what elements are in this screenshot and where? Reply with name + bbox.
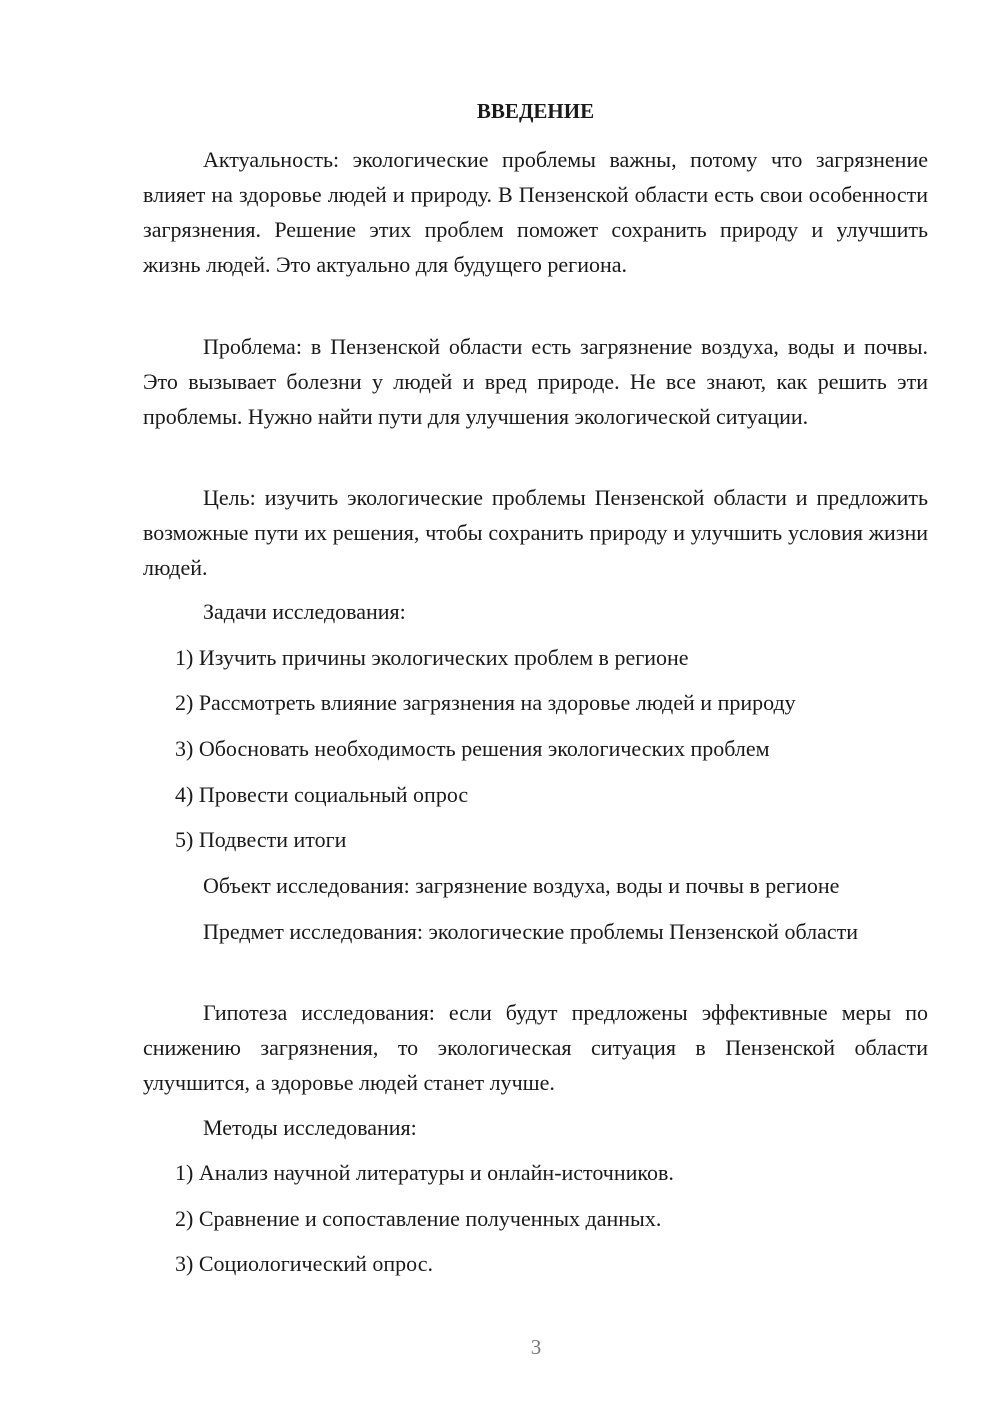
task-item: 1) Изучить причины экологических проблем в регионе [175,645,689,670]
method-item: 2) Сравнение и сопоставление полученных данных. [175,1206,662,1231]
page-number: 3 [530,1335,542,1359]
methods-heading: Методы исследования: [203,1115,417,1140]
relevance-paragraph: Актуальность: экологические проблемы важны, потому что загрязнение влияет на здоровье людей и природу. В Пензенской области есть свои особенности загрязнения. Решение этих проблем поможет сохранить природу и улучшить жизнь людей. Это актуально для будущего региона. [143,147,928,277]
hypothesis-paragraph: Гипотеза исследования: если будут предложены эффективные меры по снижению загрязнения, то экологическая ситуация в Пензенской области улучшится, а здоровье людей станет лучше. [143,1000,928,1095]
tasks-heading: Задачи исследования: [203,599,406,624]
object-paragraph: Объект исследования: загрязнение воздуха, воды и почвы в регионе [203,873,840,898]
subject-paragraph: Предмет исследования: экологические проблемы Пензенской области [203,919,858,944]
problem-paragraph: Проблема: в Пензенской области есть загрязнение воздуха, воды и почвы. Это вызывает болезни у людей и вред природе. Не все знают, как решить эти проблемы. Нужно найти пути для улучшения экологической ситуации. [143,334,928,429]
goal-paragraph: Цель: изучить экологические проблемы Пензенской области и предложить возможные пути их решения, чтобы сохранить природу и улучшить условия жизни людей. [143,485,928,580]
method-item: 3) Социологический опрос. [175,1251,433,1276]
task-item: 2) Рассмотреть влияние загрязнения на здоровье людей и природу [175,690,796,715]
task-item: 4) Провести социальный опрос [175,782,469,807]
page-title: ВВЕДЕНИЕ [476,99,595,123]
method-item: 1) Анализ научной литературы и онлайн-источников. [175,1160,674,1185]
task-item: 3) Обосновать необходимость решения экологических проблем [175,736,770,761]
task-item: 5) Подвести итоги [175,827,347,852]
